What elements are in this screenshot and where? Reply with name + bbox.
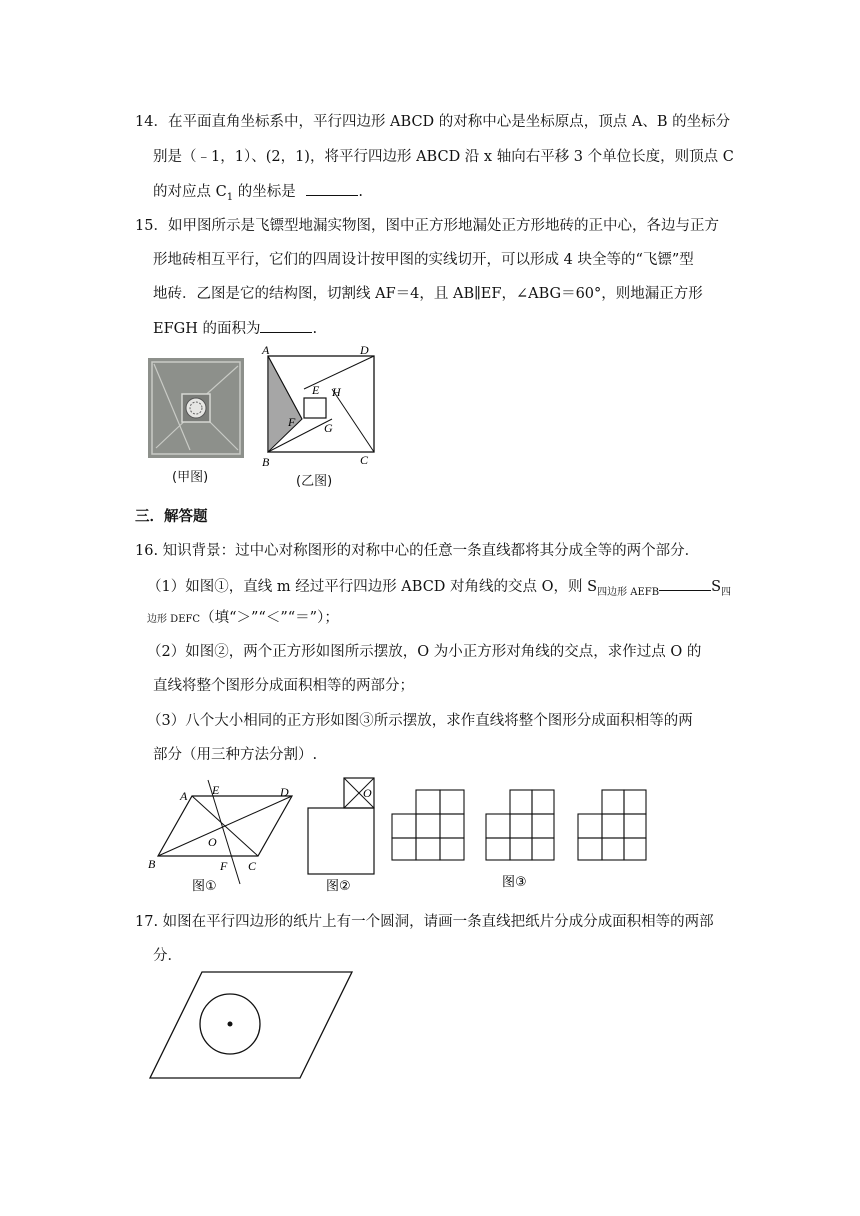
caption-jia: (甲图) [172, 470, 209, 485]
q16-p1b: （填“＞”“＜”“＝”）； [200, 610, 339, 626]
q15-end: . [312, 321, 318, 337]
fig1-label-O: O [208, 835, 217, 849]
q15-answer-blank[interactable] [260, 318, 312, 333]
q16-s2: S [711, 579, 722, 595]
q17-line1: 17. 如图在平行四边形的纸片上有一个圆洞，请画一条直线把纸片分成分成面积相等的两部 [135, 914, 714, 930]
q16-sub1: 四边形 AEFB [597, 586, 660, 598]
q15-line4a: EFGH 的面积为 [153, 321, 261, 337]
label-H: H [332, 385, 341, 399]
fig2-caption: 图② [326, 879, 351, 894]
label-B: B [262, 455, 270, 469]
fig1-label-B: B [148, 857, 156, 871]
floor-drain-photo [148, 358, 244, 458]
q14-line3a: 的对应点 C [153, 184, 227, 200]
q14-line1: 14．在平面直角坐标系中，平行四边形 ABCD 的对称中心是坐标原点，顶点 A、B 的坐标分 [135, 114, 731, 130]
fig1-label-D: D [280, 785, 289, 799]
grid-c [578, 790, 646, 860]
label-D: D [360, 344, 369, 357]
fig1-label-E: E [212, 783, 220, 797]
fig1-label-C: C [248, 859, 257, 873]
fig1-label-A: A [180, 789, 188, 803]
caption-yi: (乙图) [296, 474, 333, 489]
q14-answer-blank[interactable] [306, 181, 358, 196]
q16-intro: 16. 知识背景：过中心对称图形的对称中心的任意一条直线都将其分成全等的两个部分． [135, 543, 700, 559]
fig1-label-F: F [220, 859, 228, 873]
q17-line2: 分． [153, 948, 182, 964]
q14-sub: 1 [226, 191, 234, 203]
q16-part3-line2: 部分（用三种方法分割）. [153, 747, 318, 763]
fig1-caption: 图① [192, 879, 217, 894]
label-E: E [312, 383, 320, 397]
q14-line3 [153, 181, 363, 208]
q15-line3: 地砖．乙图是它的结构图，切割线 AF＝4，且 AB∥EF，∠ABG＝60°，则地漏正方形 [153, 286, 703, 302]
q14-line2: 别是（﹣1，1）、(2，1)，将平行四边形 ABCD 沿 x 轴向右平移 3 个单位长度，则顶点 C [153, 149, 734, 165]
q16-part2-line2: 直线将整个图形分成面积相等的两部分； [153, 678, 414, 694]
q16-part1-line2 [147, 608, 339, 630]
q16-sub3: 边形 DEFC [147, 614, 201, 625]
figure-1-parallelogram [140, 776, 300, 896]
label-F: F [288, 415, 296, 429]
figure-2-squares [300, 776, 390, 896]
q15-line4 [153, 318, 317, 339]
figure-3-grids [388, 786, 668, 896]
q15-line2: 形地砖相互平行，它们的四周设计按甲图的实线切开，可以形成 4 块全等的“飞镖”型 [153, 252, 694, 268]
fig2-label-O: O [363, 786, 372, 800]
grid-a [392, 790, 464, 860]
fig3-caption: 图③ [502, 875, 527, 890]
grid-b [486, 790, 554, 860]
q16-p1a: （1）如图①，直线 m 经过平行四边形 ABCD 对角线的交点 O，则 S [147, 579, 598, 595]
q14-end: . [358, 184, 363, 200]
q16-sub2: 四 [721, 586, 732, 598]
section-title: 三．解答题 [135, 509, 208, 525]
q16-part2-line1: （2）如图②，两个正方形如图所示摆放，O 为小正方形对角线的交点，求作过点 O 的 [147, 644, 702, 660]
photo-drawing [148, 358, 244, 458]
label-C: C [360, 453, 369, 467]
q16-part3-line1: （3）八个大小相同的正方形如图③所示摆放，求作直线将整个图形分成面积相等的两 [147, 713, 693, 729]
figure-q17-parallelogram-hole [140, 966, 360, 1086]
q16-part1-line1 [147, 576, 731, 603]
label-A: A [262, 344, 270, 357]
q14-line3b: 的坐标是 [233, 184, 296, 200]
q15-line1: 15．如甲图所示是飞镖型地漏实物图，图中正方形地漏处正方形地砖的正中心，各边与正方 [135, 218, 719, 234]
label-G: G [324, 421, 333, 435]
q16-answer-blank[interactable] [659, 576, 711, 591]
